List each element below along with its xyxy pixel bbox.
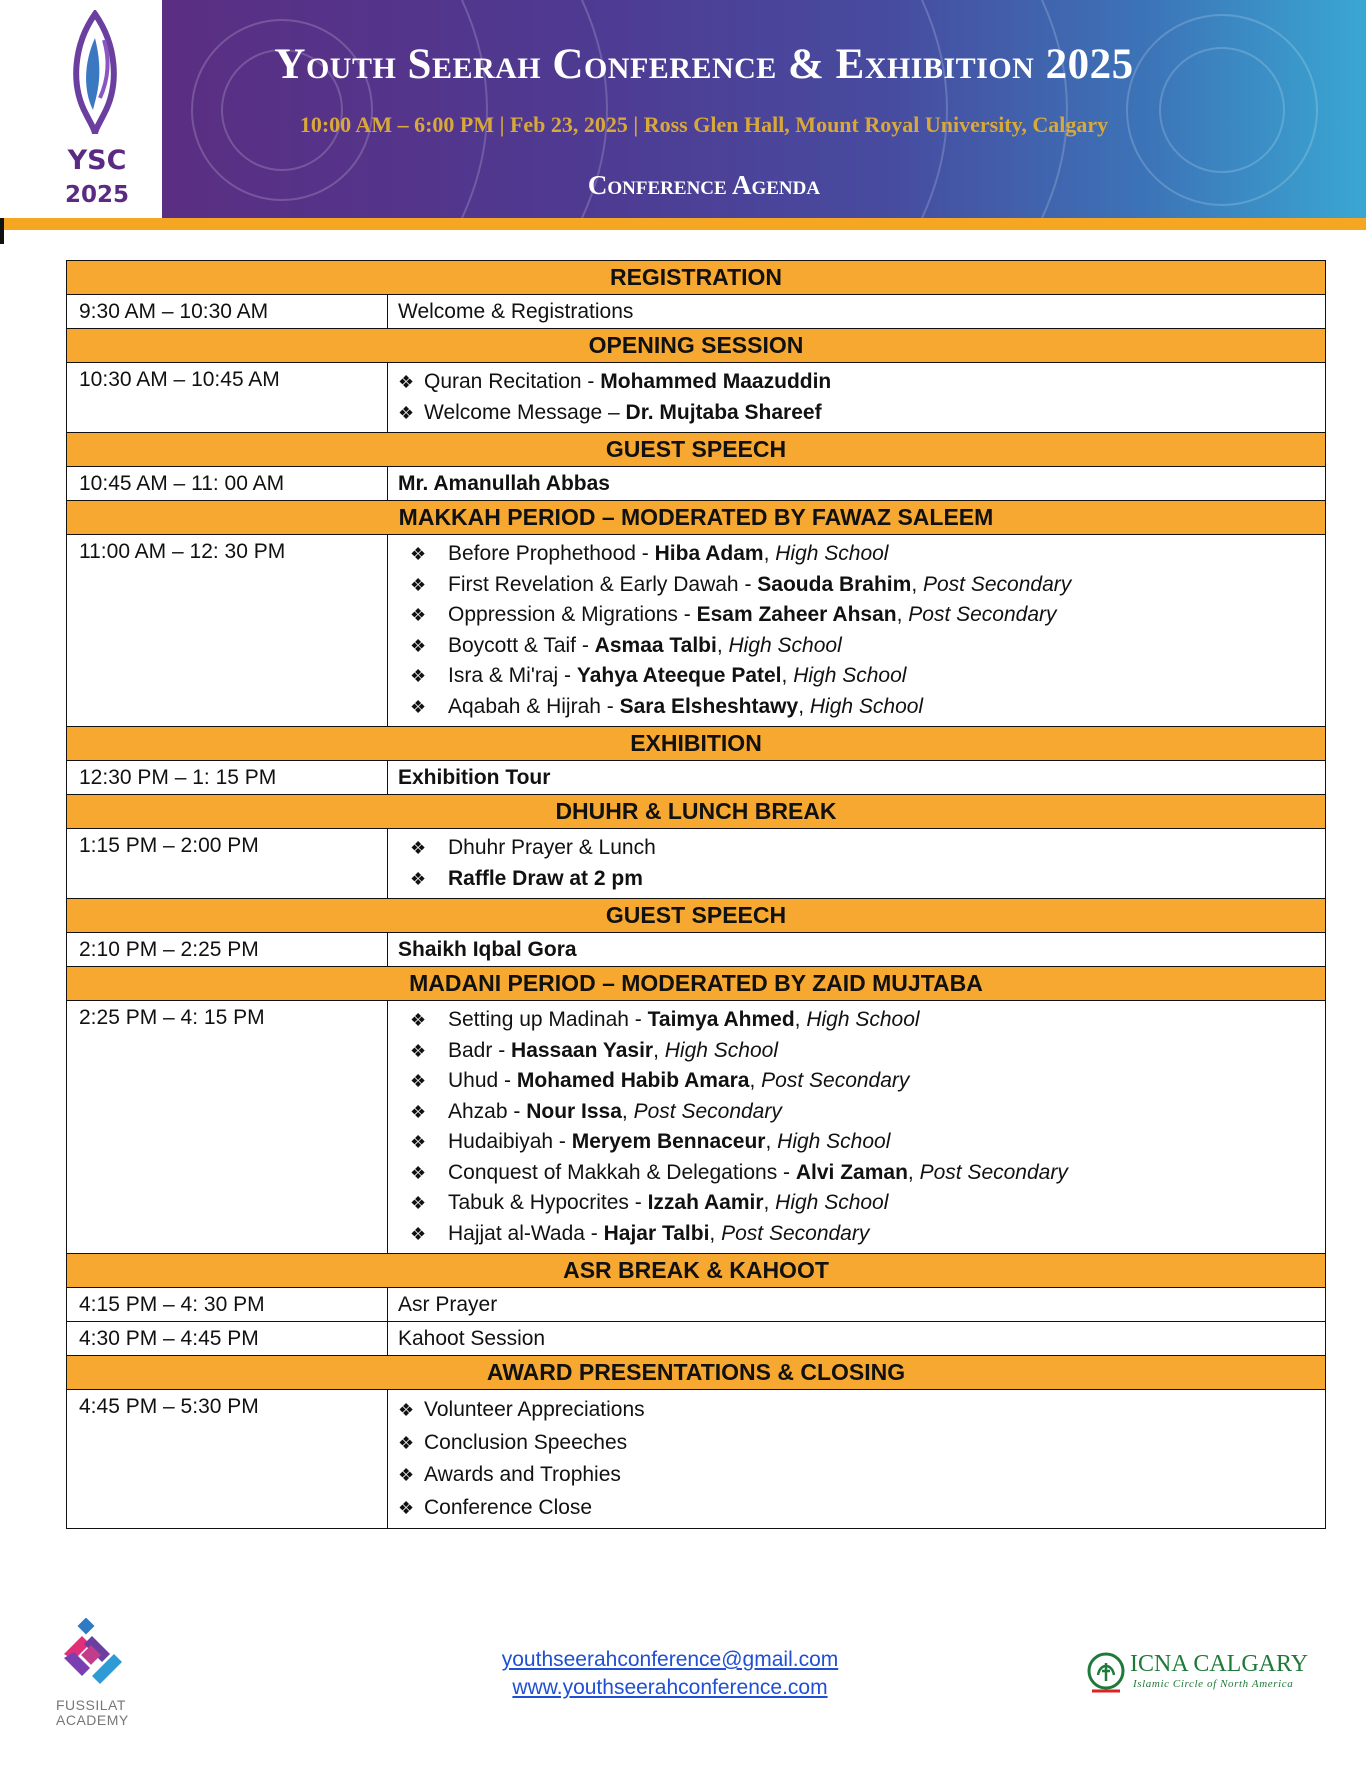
speaker-name: Taimya Ahmed <box>647 1008 795 1031</box>
diamond-bullet-icon: ❖ <box>410 544 427 564</box>
speaker-name: Saouda Brahim <box>757 572 912 596</box>
section-header-row <box>67 433 1326 467</box>
speaker-level: Post Secondary <box>908 603 1057 626</box>
diamond-bullet-icon: ❖ <box>398 1400 415 1420</box>
section-title: REGISTRATION <box>67 261 1326 295</box>
section-header-row <box>67 795 1326 829</box>
speaker-name: Asmaa Talbi <box>594 633 717 657</box>
diamond-bullet-icon: ❖ <box>410 1010 427 1030</box>
session-topic: Setting up Madinah - <box>448 1008 648 1031</box>
section-header-row <box>67 261 1326 295</box>
list-item: ❖ First Revelation & Early Dawah - Saouda Brahim, Post Secondary <box>398 570 1317 601</box>
session-topic: Hajjat al-Wada - <box>448 1221 604 1245</box>
session-topic: Conquest of Makkah & Delegations - <box>448 1160 796 1184</box>
speaker-level: Post Secondary <box>919 1160 1068 1184</box>
fussilat-academy-logo-icon <box>56 1618 128 1692</box>
session-content <box>388 1390 1326 1529</box>
session-topic: Isra & Mi'raj - <box>448 664 577 687</box>
agenda-row <box>67 535 1326 727</box>
agenda-row <box>67 363 1326 433</box>
session-content <box>388 295 1326 329</box>
diamond-bullet-icon: ❖ <box>398 372 415 392</box>
session-topic: Dhuhr Prayer & Lunch <box>448 836 656 859</box>
section-header-row <box>67 1254 1326 1288</box>
section-header-row <box>67 727 1326 761</box>
speaker-level: High School <box>664 1038 778 1062</box>
session-content <box>388 535 1326 727</box>
speaker-level: High School <box>775 1191 889 1214</box>
speaker-name: Mohammed Maazuddin <box>600 370 832 393</box>
agenda-row <box>67 1390 1326 1529</box>
session-topic: Tabuk & Hypocrites - <box>448 1191 648 1214</box>
speaker-name: Sara Elsheshtawy <box>619 694 799 718</box>
time-slot: 10:45 AM – 11: 00 AM <box>67 467 388 501</box>
section-title: AWARD PRESENTATIONS & CLOSING <box>67 1356 1326 1390</box>
section-header-row <box>67 899 1326 933</box>
session-topic: Welcome Message – <box>424 400 626 424</box>
list-item <box>398 864 1317 895</box>
speaker-name: Raffle Draw at 2 pm <box>448 866 643 890</box>
agenda-row <box>67 1322 1326 1356</box>
diamond-bullet-icon: ❖ <box>398 402 415 423</box>
list-item <box>398 398 1317 429</box>
list-item: ❖ Hajjat al-Wada - Hajar Talbi, Post Secondary <box>398 1219 1317 1250</box>
time-slot: 12:30 PM – 1: 15 PM <box>67 761 388 795</box>
diamond-bullet-icon: ❖ <box>410 574 427 595</box>
session-topic: Boycott & Taif - <box>448 633 595 657</box>
list-item: ❖ Tabuk & Hypocrites - Izzah Aamir, High School <box>398 1188 1317 1219</box>
icna-tagline: Islamic Circle of North America <box>1133 1678 1294 1690</box>
diamond-bullet-icon: ❖ <box>410 666 427 686</box>
section-title: ASR BREAK & KAHOOT <box>67 1254 1326 1288</box>
section-title: OPENING SESSION <box>67 329 1326 363</box>
list-item <box>398 1459 1317 1492</box>
session-topic: Before Prophethood - <box>448 542 655 565</box>
speaker-level: High School <box>809 694 924 718</box>
header-divider-tick <box>0 218 4 244</box>
diamond-bullet-icon: ❖ <box>410 696 427 717</box>
speaker-level: Post Secondary <box>721 1221 870 1245</box>
logo-text: YSC <box>67 145 127 176</box>
section-header-row <box>67 1356 1326 1390</box>
session-content <box>388 1288 1326 1322</box>
speaker-level: High School <box>777 1130 891 1153</box>
icna-emblem-icon <box>1086 1651 1126 1695</box>
speaker-level: Post Secondary <box>633 1099 782 1123</box>
speaker-level: High School <box>806 1008 920 1031</box>
time-slot: 4:15 PM – 4: 30 PM <box>67 1288 388 1322</box>
speaker-name: Hajar Talbi <box>603 1221 710 1245</box>
list-item <box>398 1492 1317 1525</box>
session-text: Exhibition Tour <box>398 766 551 789</box>
diamond-bullet-icon: ❖ <box>410 1193 427 1213</box>
speaker-name: Izzah Aamir <box>647 1191 764 1214</box>
agenda-row <box>67 1288 1326 1322</box>
diamond-bullet-icon: ❖ <box>410 1132 427 1152</box>
agenda-row <box>67 761 1326 795</box>
agenda-row <box>67 829 1326 899</box>
diamond-bullet-icon: ❖ <box>410 1101 427 1122</box>
time-slot: 2:10 PM – 2:25 PM <box>67 933 388 967</box>
session-list <box>398 539 1317 722</box>
speaker-name: Hassaan Yasir <box>511 1038 654 1062</box>
icna-calgary-name: ICNA CALGARY <box>1130 1651 1309 1677</box>
speaker-level: High School <box>728 633 842 657</box>
time-slot: 1:15 PM – 2:00 PM <box>67 829 388 899</box>
time-slot: 4:45 PM – 5:30 PM <box>67 1390 388 1529</box>
speaker-name: Alvi Zaman <box>795 1160 908 1184</box>
diamond-bullet-icon: ❖ <box>410 868 427 889</box>
time-slot: 9:30 AM – 10:30 AM <box>67 295 388 329</box>
list-item: ❖ Isra & Mi'raj - Yahya Ateeque Patel, High School <box>398 661 1317 692</box>
diamond-bullet-icon: ❖ <box>410 635 427 656</box>
speaker-name: Dr. Mujtaba Shareef <box>625 400 822 424</box>
list-item: ❖ Hudaibiyah - Meryem Bennaceur, High School <box>398 1127 1317 1158</box>
list-item <box>398 1394 1317 1427</box>
speaker-name: Nour Issa <box>526 1099 622 1123</box>
session-list <box>398 367 1317 428</box>
session-list <box>398 1005 1317 1249</box>
session-topic: Uhud - <box>448 1069 517 1092</box>
session-topic: Hudaibiyah - <box>448 1130 572 1153</box>
session-topic: Conclusion Speeches <box>424 1430 628 1454</box>
speaker-name: Yahya Ateeque Patel <box>576 664 782 687</box>
section-header-row <box>67 501 1326 535</box>
list-item: ❖ Boycott & Taif - Asmaa Talbi, High School <box>398 631 1317 662</box>
website-link[interactable]: www.youthseerahconference.com <box>512 1676 828 1699</box>
session-list <box>398 1394 1317 1524</box>
session-text: Welcome & Registrations <box>398 300 634 323</box>
section-title: MADANI PERIOD – MODERATED BY ZAID MUJTABA <box>67 967 1326 1001</box>
ysc-logo <box>0 0 162 218</box>
diamond-bullet-icon: ❖ <box>410 838 427 858</box>
session-content <box>388 1001 1326 1254</box>
time-slot: 11:00 AM – 12: 30 PM <box>67 535 388 727</box>
list-item: ❖ Conquest of Makkah & Delegations - Alvi Zaman, Post Secondary <box>398 1158 1317 1189</box>
section-header-row <box>67 329 1326 363</box>
session-content <box>388 829 1326 899</box>
list-item <box>398 367 1317 398</box>
diamond-bullet-icon: ❖ <box>410 605 427 625</box>
session-text: Mr. Amanullah Abbas <box>398 472 610 495</box>
session-content <box>388 761 1326 795</box>
time-slot: 10:30 AM – 10:45 AM <box>67 363 388 433</box>
agenda-heading: Conference Agenda <box>587 170 821 200</box>
diamond-bullet-icon: ❖ <box>398 1497 415 1518</box>
session-topic: Awards and Trophies <box>424 1463 621 1486</box>
session-topic: Oppression & Migrations - <box>448 603 697 626</box>
speaker-name: Mohamed Habib Amara <box>516 1069 750 1092</box>
session-topic: First Revelation & Early Dawah - <box>448 572 758 596</box>
section-title: EXHIBITION <box>67 727 1326 761</box>
list-item: ❖ Uhud - Mohamed Habib Amara, Post Secondary <box>398 1066 1317 1097</box>
diamond-bullet-icon: ❖ <box>410 1162 427 1183</box>
session-content <box>388 467 1326 501</box>
session-text: Shaikh Iqbal Gora <box>398 938 577 961</box>
ysc-flame-icon <box>64 10 126 138</box>
diamond-bullet-icon: ❖ <box>410 1040 427 1061</box>
session-text: Kahoot Session <box>398 1327 546 1350</box>
header-divider <box>0 218 1366 230</box>
speaker-name: Hiba Adam <box>654 542 764 565</box>
session-topic: Quran Recitation - <box>424 370 601 393</box>
diamond-bullet-icon: ❖ <box>410 1223 427 1244</box>
list-item: ❖ Ahzab - Nour Issa, Post Secondary <box>398 1097 1317 1128</box>
session-text: Asr Prayer <box>398 1293 498 1316</box>
session-topic: Ahzab - <box>448 1099 527 1123</box>
email-link[interactable]: youthseerahconference@gmail.com <box>501 1648 839 1671</box>
section-header-row <box>67 967 1326 1001</box>
session-topic: Volunteer Appreciations <box>424 1398 645 1421</box>
speaker-name: Meryem Bennaceur <box>571 1130 766 1153</box>
section-title: GUEST SPEECH <box>67 899 1326 933</box>
session-topic: Badr - <box>448 1038 512 1062</box>
time-slot: 2:25 PM – 4: 15 PM <box>67 1001 388 1254</box>
list-item: ❖ Before Prophethood - Hiba Adam, High School <box>398 539 1317 570</box>
diamond-bullet-icon: ❖ <box>398 1432 415 1453</box>
fussilat-academy-name: FUSSILAT ACADEMY <box>56 1697 129 1728</box>
agenda-row <box>67 467 1326 501</box>
agenda-row <box>67 295 1326 329</box>
diamond-bullet-icon: ❖ <box>398 1465 415 1485</box>
speaker-level: High School <box>775 542 889 565</box>
session-content <box>388 933 1326 967</box>
session-list <box>398 833 1317 894</box>
speaker-name: Esam Zaheer Ahsan <box>696 603 897 626</box>
page-title: Youth Seerah Conference & Exhibition 2025 <box>274 41 1134 88</box>
diamond-bullet-icon: ❖ <box>410 1071 427 1091</box>
contact-links <box>430 1646 910 1702</box>
section-title: DHUHR & LUNCH BREAK <box>67 795 1326 829</box>
speaker-level: Post Secondary <box>923 572 1072 596</box>
session-topic: Aqabah & Hijrah - <box>448 694 620 718</box>
agenda-table <box>66 260 1326 1529</box>
logo-year: 2025 <box>64 182 129 208</box>
speaker-level: Post Secondary <box>761 1069 910 1092</box>
list-item <box>398 1427 1317 1460</box>
list-item <box>398 833 1317 864</box>
list-item: ❖ Oppression & Migrations - Esam Zaheer Ahsan, Post Secondary <box>398 600 1317 631</box>
list-item: ❖ Aqabah & Hijrah - Sara Elsheshtawy, High School <box>398 692 1317 723</box>
session-topic: Conference Close <box>424 1495 593 1519</box>
list-item: ❖ Badr - Hassaan Yasir, High School <box>398 1036 1317 1067</box>
section-title: MAKKAH PERIOD – MODERATED BY FAWAZ SALEEM <box>67 501 1326 535</box>
event-details: 10:00 AM – 6:00 PM | Feb 23, 2025 | Ross Glen Hall, Mount Royal University, Calgary <box>299 112 1109 137</box>
time-slot: 4:30 PM – 4:45 PM <box>67 1322 388 1356</box>
agenda-row <box>67 1001 1326 1254</box>
session-content <box>388 363 1326 433</box>
speaker-level: High School <box>793 664 907 687</box>
agenda-row <box>67 933 1326 967</box>
list-item: ❖ Setting up Madinah - Taimya Ahmed, High School <box>398 1005 1317 1036</box>
header-banner <box>162 0 1366 218</box>
session-content <box>388 1322 1326 1356</box>
section-title: GUEST SPEECH <box>67 433 1326 467</box>
